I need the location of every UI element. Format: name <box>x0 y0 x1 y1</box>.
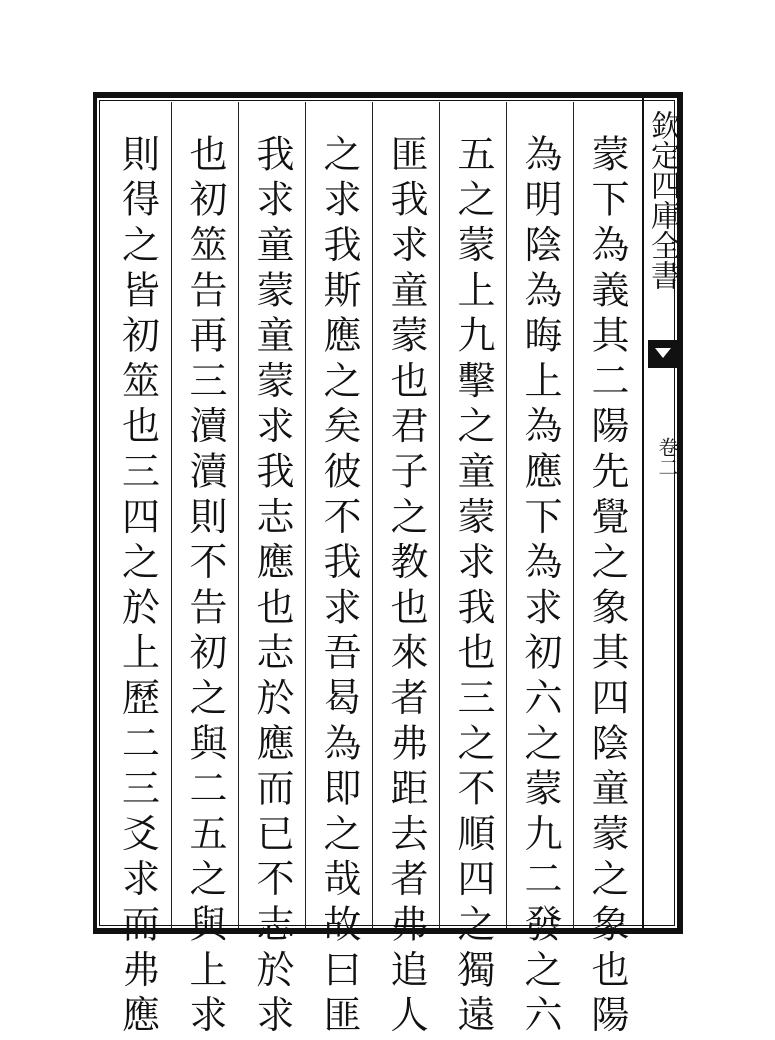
column-text: 我求童蒙童蒙求我志應也志於應而已不志於求 <box>250 134 294 1040</box>
text-column-1 <box>573 102 640 1040</box>
text-column-7 <box>171 102 238 1040</box>
column-text: 之求我斯應之矣彼不我求吾曷為即之哉故曰匪 <box>317 134 361 1040</box>
text-column-2 <box>506 102 573 1040</box>
column-text: 匪我求童蒙也君子之教也來者弗距去者弗追人 <box>384 134 428 1040</box>
fish-tail-mark-icon <box>648 340 678 368</box>
column-text: 也初筮告再三瀆瀆則不告初之與二五之與上求 <box>183 134 227 1040</box>
margin-strip <box>642 92 683 934</box>
column-text: 為明陰為晦上為應下為求初六之蒙九二發之六 <box>518 134 562 1040</box>
text-columns <box>100 102 640 1040</box>
text-column-4 <box>372 102 439 1040</box>
text-column-8 <box>104 102 171 1040</box>
book-title: 欽定四庫全書 <box>645 110 680 290</box>
column-text: 五之蒙上九擊之童蒙求我也三之不順四之獨遠 <box>451 134 495 1040</box>
column-text: 蒙下為義其二陽先覺之象其四陰童蒙之象也陽 <box>585 134 629 1040</box>
text-column-3 <box>439 102 506 1040</box>
text-column-6 <box>238 102 305 1040</box>
column-text: 則得之皆初筮也三四之於上歷二三爻求而弗應 <box>115 134 160 1040</box>
volume-label: 卷二 <box>655 437 679 477</box>
text-column-5 <box>305 102 372 1040</box>
